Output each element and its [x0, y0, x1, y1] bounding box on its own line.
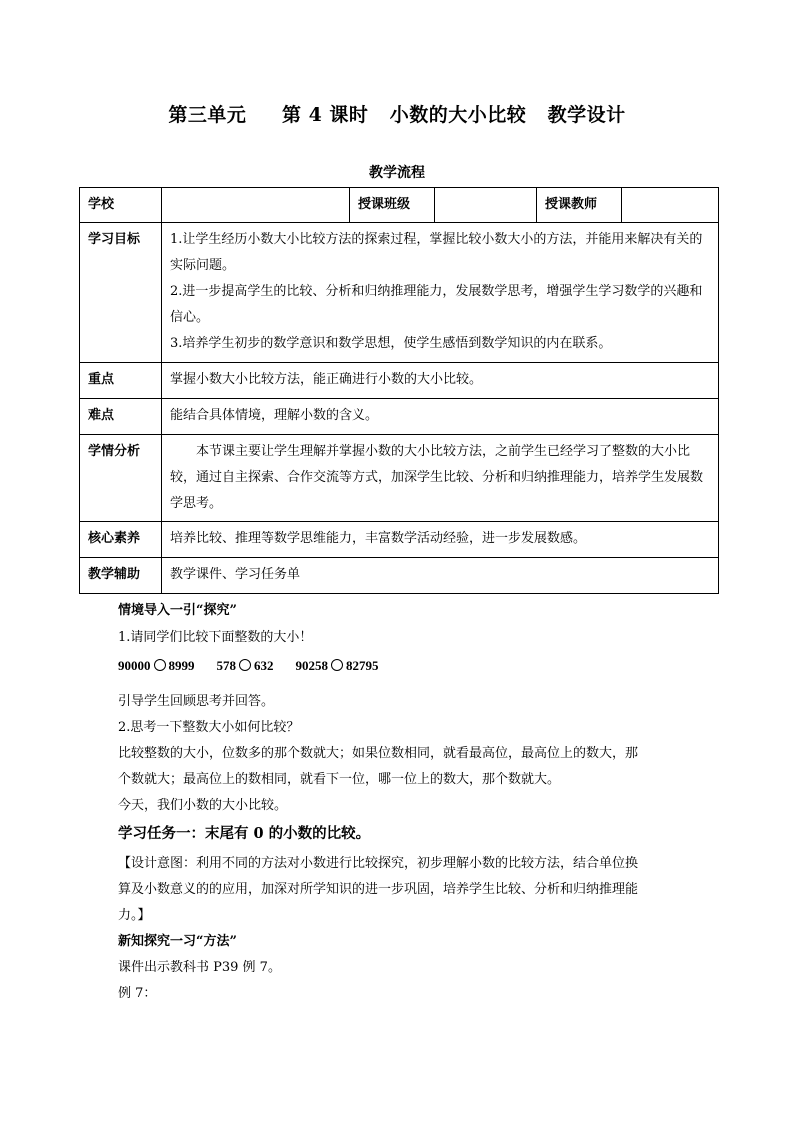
literacy-label: 核心素养 [80, 522, 162, 558]
courseware-text: 课件出示教科书 P39 例 7。 [118, 960, 281, 975]
table-row [80, 188, 719, 223]
teacher-label: 授课教师 [537, 188, 622, 223]
analysis-content: 本节课主要让学生理解并掌握小数的大小比较方法，之前学生已经学习了整数的大小比较，通过自主探索、合作交流等方式，加深学生比较、分析和归纳推理能力，培养学生发展数学思考。 [162, 435, 719, 522]
difficulty-label: 难点 [80, 399, 162, 435]
literacy-content: 培养比较、推理等数学思维能力，丰富数学活动经验，进一步发展数感。 [162, 522, 719, 558]
table-caption: 教学流程 [369, 165, 425, 181]
aids-label: 教学辅助 [80, 558, 162, 594]
comparison-item: 90258 82795 [295, 658, 379, 673]
design-intent: 【设计意图：利用不同的方法对小数进行比较探究，初步理解小数的比较方法，结合单位换 [118, 856, 639, 871]
rule-text: 个数就大；最高位上的数相同，就看下一位，哪一位上的数大，那个数就大。 [118, 772, 561, 787]
task-1-heading: 学习任务一：末尾有 0 的小数的比较。 [118, 825, 371, 842]
objective-item: 2.进一步提高学生的比较、分析和归纳推理能力，发展数学思考，增强学生学习数学的兴趣和信心。 [170, 284, 703, 325]
table-row [80, 435, 719, 522]
comparison-item: 578 632 [216, 658, 274, 673]
table-row [80, 223, 719, 363]
class-value [435, 188, 537, 223]
today-text: 今天，我们小数的大小比较。 [118, 798, 288, 813]
analysis-label: 学情分析 [80, 435, 162, 522]
class-label: 授课班级 [350, 188, 435, 223]
table-row [80, 522, 719, 558]
aids-content: 教学课件、学习任务单 [162, 558, 719, 594]
objective-item: 1.让学生经历小数大小比较方法的探索过程，掌握比较小数大小的方法，并能用来解决有关的实际问题。 [170, 232, 703, 273]
school-value [162, 188, 350, 223]
question-2: 2.思考一下整数大小如何比较？ [118, 720, 300, 735]
intro-heading: 情境导入一引“探究” [118, 603, 237, 618]
guide-text: 引导学生回顾思考并回答。 [118, 694, 275, 709]
teacher-value [622, 188, 719, 223]
comparison-item: 90000 8999 [118, 658, 195, 673]
lesson-body [118, 598, 688, 1007]
example-label: 例 7： [118, 986, 157, 1001]
explore-heading: 新知探究一习“方法” [118, 934, 237, 949]
rule-text: 比较整数的大小，位数多的那个数就大；如果位数相同，就看最高位，最高位上的数大，那 [118, 746, 639, 761]
difficulty-content: 能结合具体情境，理解小数的含义。 [162, 399, 719, 435]
table-row [80, 363, 719, 399]
objective-item: 3.培养学生初步的数学意识和数学思想，使学生感悟到数学知识的内在联系。 [170, 336, 612, 351]
key-point-label: 重点 [80, 363, 162, 399]
table-row [80, 399, 719, 435]
design-intent: 算及小数意义的的应用，加深对所学知识的进一步巩固，培养学生比较、分析和归纳推理能 [118, 882, 639, 897]
circle-blank-icon [239, 659, 251, 671]
circle-blank-icon [154, 659, 166, 671]
design-intent: 力。】 [118, 908, 151, 923]
question-1: 1.请同学们比较下面整数的大小！ [118, 630, 313, 645]
comparison-row [118, 653, 688, 679]
table-row [80, 558, 719, 594]
lesson-info-table [79, 187, 719, 594]
circle-blank-icon [331, 659, 343, 671]
key-point-content: 掌握小数大小比较方法，能正确进行小数的大小比较。 [162, 363, 719, 399]
objectives-label: 学习目标 [80, 223, 162, 363]
document-title: 第三单元 第 4 课时 小数的大小比较 教学设计 [168, 104, 626, 126]
school-label: 学校 [80, 188, 162, 223]
objectives-content [162, 223, 719, 363]
